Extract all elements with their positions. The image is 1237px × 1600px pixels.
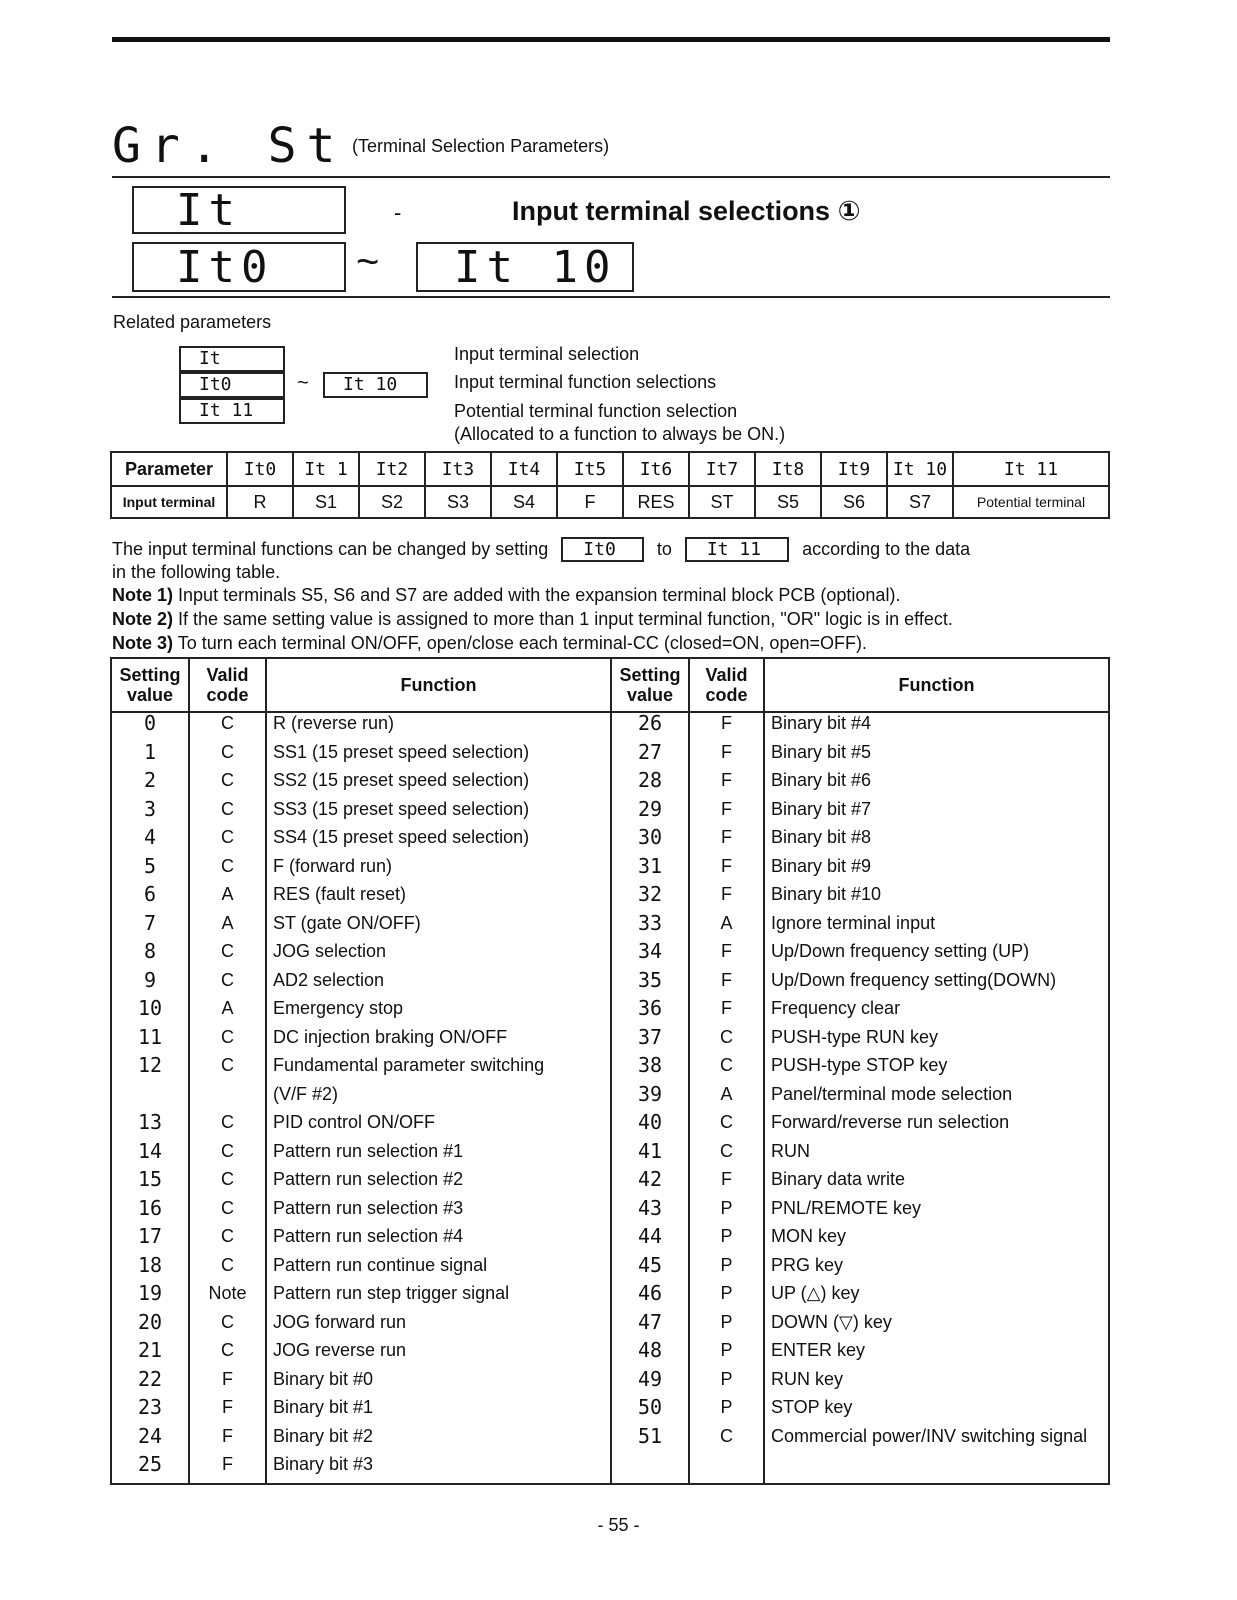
valid-code-cell: C [189, 1340, 266, 1369]
table-row [111, 1340, 1109, 1369]
valid-code-cell: C [189, 827, 266, 856]
valid-code-cell: P [689, 1283, 764, 1312]
function-cell: Commercial power/INV switching signal [764, 1426, 1109, 1455]
function-cell: SS2 (15 preset speed selection) [266, 770, 611, 799]
valid-code-cell: F [689, 941, 764, 970]
table-row [111, 1141, 1109, 1170]
valid-code-cell [689, 1454, 764, 1484]
param-cell: It2 [359, 452, 425, 486]
function-cell: PID control ON/OFF [266, 1112, 611, 1141]
valid-code-cell: C [689, 1027, 764, 1056]
function-cell: Binary bit #5 [764, 742, 1109, 771]
terminal-cell: S7 [887, 486, 953, 518]
range-end-box [416, 242, 634, 292]
setting-value-cell: 33 [611, 913, 689, 942]
related-desc-3: Potential terminal function selection [454, 401, 738, 421]
title-dash: - [394, 200, 402, 225]
valid-code-cell: C [189, 1055, 266, 1084]
param-row-label: Parameter [111, 452, 227, 486]
function-cell: RES (fault reset) [266, 884, 611, 913]
setting-value-cell: 46 [611, 1283, 689, 1312]
terminal-cell: S4 [491, 486, 557, 518]
terminal-row-label: Input terminal [111, 486, 227, 518]
related-code-box-2 [179, 372, 285, 398]
top-rule [112, 37, 1110, 42]
note-3-label: Note 3) [112, 633, 174, 653]
table-row [111, 1084, 1109, 1113]
function-cell: JOG forward run [266, 1312, 611, 1341]
setting-value-cell: 34 [611, 941, 689, 970]
valid-code-cell: C [189, 1226, 266, 1255]
related-code-3: It 11 [199, 400, 254, 421]
setting-value-cell: 21 [111, 1340, 189, 1369]
related-tilde: ~ [297, 372, 309, 394]
valid-code-cell: C [189, 770, 266, 799]
valid-code-cell: C [189, 970, 266, 999]
function-cell: R (reverse run) [266, 712, 611, 742]
setting-value-cell: 49 [611, 1369, 689, 1398]
param-cell: It5 [557, 452, 623, 486]
table-row [111, 941, 1109, 970]
setting-value-cell: 42 [611, 1169, 689, 1198]
function-cell: Binary bit #7 [764, 799, 1109, 828]
param-cell: It8 [755, 452, 821, 486]
header-setting-value-left: Setting value [111, 658, 189, 712]
note-1 [112, 585, 900, 606]
valid-code-cell: F [689, 712, 764, 742]
function-cell: Pattern run selection #1 [266, 1141, 611, 1170]
valid-code-cell: F [689, 770, 764, 799]
setting-value-cell: 12 [111, 1055, 189, 1084]
range-start-box [132, 242, 346, 292]
table-row [111, 884, 1109, 913]
intro-text-b: to [656, 539, 672, 559]
table-row [111, 1112, 1109, 1141]
valid-code-cell: C [189, 1112, 266, 1141]
terminal-cell: S6 [821, 486, 887, 518]
setting-value-cell: 8 [111, 941, 189, 970]
terminal-cell: S3 [425, 486, 491, 518]
function-cell: Binary bit #3 [266, 1454, 611, 1484]
terminal-cell: ST [689, 486, 755, 518]
related-desc-2: Input terminal function selections [454, 372, 717, 392]
valid-code-cell: F [689, 1169, 764, 1198]
setting-value-cell: 45 [611, 1255, 689, 1284]
valid-code-cell: A [189, 998, 266, 1027]
valid-code-cell: F [189, 1426, 266, 1455]
group-subtitle: (Terminal Selection Parameters) [352, 136, 610, 156]
valid-code-cell: A [689, 1084, 764, 1113]
setting-value-cell: 2 [111, 770, 189, 799]
setting-value-cell: 6 [111, 884, 189, 913]
setting-value-cell: 25 [111, 1454, 189, 1484]
setting-value-cell: 0 [111, 712, 189, 742]
function-cell: Binary bit #4 [764, 712, 1109, 742]
table-row [111, 998, 1109, 1027]
function-cell: DOWN (▽) key [764, 1312, 1109, 1341]
function-cell: Pattern run selection #3 [266, 1198, 611, 1227]
valid-code-cell: C [189, 742, 266, 771]
setting-value-cell: 44 [611, 1226, 689, 1255]
setting-value-cell: 20 [111, 1312, 189, 1341]
table-row [111, 1198, 1109, 1227]
related-range-end: It 10 [343, 374, 398, 395]
setting-value-cell [611, 1454, 689, 1484]
valid-code-cell: C [189, 712, 266, 742]
setting-value-cell: 5 [111, 856, 189, 885]
setting-value-cell: 37 [611, 1027, 689, 1056]
table-row [111, 712, 1109, 742]
range-end-code: It 10 [454, 241, 617, 293]
setting-value-cell: 24 [111, 1426, 189, 1455]
setting-value-cell: 35 [611, 970, 689, 999]
header-function-left: Function [266, 658, 611, 712]
related-desc-1: Input terminal selection [454, 344, 640, 364]
function-cell: PNL/REMOTE key [764, 1198, 1109, 1227]
setting-value-cell: 4 [111, 827, 189, 856]
setting-value-cell: 18 [111, 1255, 189, 1284]
header-setting-value-right: Setting value [611, 658, 689, 712]
setting-value-cell: 28 [611, 770, 689, 799]
table-row [111, 827, 1109, 856]
valid-code-cell: F [189, 1369, 266, 1398]
function-cell: Pattern run continue signal [266, 1255, 611, 1284]
setting-value-cell: 32 [611, 884, 689, 913]
param-cell: It9 [821, 452, 887, 486]
param-cell: It0 [227, 452, 293, 486]
function-cell: JOG selection [266, 941, 611, 970]
intro-line-1 [112, 537, 1112, 562]
setting-value-cell: 48 [611, 1340, 689, 1369]
function-cell: Up/Down frequency setting (UP) [764, 941, 1109, 970]
table-row [111, 1226, 1109, 1255]
setting-value-cell: 10 [111, 998, 189, 1027]
terminal-cell: S1 [293, 486, 359, 518]
valid-code-cell: P [689, 1255, 764, 1284]
table-row [111, 799, 1109, 828]
intro-box-2: It 11 [685, 537, 789, 562]
function-cell: Pattern run step trigger signal [266, 1283, 611, 1312]
note-3-text: To turn each terminal ON/OFF, open/close each terminal-CC (closed=ON, open=OFF). [177, 633, 867, 653]
function-cell [764, 1454, 1109, 1484]
setting-value-cell: 41 [611, 1141, 689, 1170]
valid-code-cell: F [689, 827, 764, 856]
setting-value-cell: 7 [111, 913, 189, 942]
setting-value-cell: 9 [111, 970, 189, 999]
setting-value-cell: 23 [111, 1397, 189, 1426]
note-1-label: Note 1) [112, 585, 174, 605]
terminal-cell: S2 [359, 486, 425, 518]
setting-value-cell: 22 [111, 1369, 189, 1398]
note-2 [112, 609, 953, 630]
function-cell: Fundamental parameter switching [266, 1055, 611, 1084]
param-cell: It 10 [887, 452, 953, 486]
table-row [111, 1169, 1109, 1198]
table-row [111, 1312, 1109, 1341]
valid-code-cell: P [689, 1397, 764, 1426]
function-cell: Frequency clear [764, 998, 1109, 1027]
setting-value-cell: 3 [111, 799, 189, 828]
terminal-cell: R [227, 486, 293, 518]
function-cell: PUSH-type RUN key [764, 1027, 1109, 1056]
table-row [111, 970, 1109, 999]
related-code-2: It0 [199, 374, 232, 395]
valid-code-cell: F [689, 970, 764, 999]
function-cell: Forward/reverse run selection [764, 1112, 1109, 1141]
function-cell: Binary bit #2 [266, 1426, 611, 1455]
param-code-box [132, 186, 346, 234]
param-code: It [176, 184, 241, 236]
valid-code-cell: Note [189, 1283, 266, 1312]
function-cell: Binary bit #9 [764, 856, 1109, 885]
intro-text-a: The input terminal functions can be changed by setting [112, 539, 549, 559]
function-cell: SS1 (15 preset speed selection) [266, 742, 611, 771]
valid-code-cell: C [689, 1055, 764, 1084]
function-cell: Ignore terminal input [764, 913, 1109, 942]
valid-code-cell: P [689, 1369, 764, 1398]
setting-value-cell: 16 [111, 1198, 189, 1227]
table-row [111, 1027, 1109, 1056]
valid-code-cell: C [689, 1426, 764, 1455]
function-cell: PUSH-type STOP key [764, 1055, 1109, 1084]
header-valid-code-right: Valid code [689, 658, 764, 712]
valid-code-cell: F [689, 799, 764, 828]
note-1-text: Input terminals S5, S6 and S7 are added with the expansion terminal block PCB (optional). [178, 585, 901, 605]
function-table [110, 657, 1110, 1485]
related-code-1: It [199, 348, 221, 369]
function-cell: JOG reverse run [266, 1340, 611, 1369]
note-2-text: If the same setting value is assigned to more than 1 input terminal function, "OR" logic is in effect. [178, 609, 953, 629]
function-cell: Binary bit #10 [764, 884, 1109, 913]
related-desc-4: (Allocated to a function to always be ON.) [454, 424, 786, 444]
valid-code-cell: F [689, 742, 764, 771]
valid-code-cell: P [689, 1340, 764, 1369]
function-cell: ENTER key [764, 1340, 1109, 1369]
valid-code-cell: C [189, 1169, 266, 1198]
table-row [111, 1454, 1109, 1484]
setting-value-cell: 31 [611, 856, 689, 885]
setting-value-cell: 51 [611, 1426, 689, 1455]
table-row [111, 913, 1109, 942]
table-row [111, 1426, 1109, 1455]
function-cell: Emergency stop [266, 998, 611, 1027]
function-table-body [111, 712, 1109, 1484]
valid-code-cell: F [689, 856, 764, 885]
valid-code-cell: P [689, 1312, 764, 1341]
function-cell: Up/Down frequency setting(DOWN) [764, 970, 1109, 999]
terminal-cell: F [557, 486, 623, 518]
header-rule-bottom [112, 296, 1110, 298]
setting-value-cell: 26 [611, 712, 689, 742]
function-cell: PRG key [764, 1255, 1109, 1284]
valid-code-cell [189, 1084, 266, 1113]
valid-code-cell: C [189, 1255, 266, 1284]
page-number: - 55 - [597, 1515, 640, 1535]
table-row [111, 856, 1109, 885]
valid-code-cell: C [189, 1198, 266, 1227]
valid-code-cell: F [689, 884, 764, 913]
valid-code-cell: C [189, 799, 266, 828]
setting-value-cell: 43 [611, 1198, 689, 1227]
related-label: Related parameters [113, 312, 272, 332]
intro-text-c: according to the data [802, 539, 971, 559]
setting-value-cell: 15 [111, 1169, 189, 1198]
setting-value-cell: 19 [111, 1283, 189, 1312]
note-2-label: Note 2) [112, 609, 174, 629]
note-3 [112, 633, 867, 654]
function-cell: F (forward run) [266, 856, 611, 885]
valid-code-cell: A [189, 913, 266, 942]
valid-code-cell: C [189, 1141, 266, 1170]
setting-value-cell: 14 [111, 1141, 189, 1170]
valid-code-cell: C [689, 1112, 764, 1141]
setting-value-cell: 38 [611, 1055, 689, 1084]
terminal-cell: S5 [755, 486, 821, 518]
table-row [111, 1283, 1109, 1312]
function-cell: ST (gate ON/OFF) [266, 913, 611, 942]
intro-line-2: in the following table. [112, 562, 281, 582]
table-row [111, 1397, 1109, 1426]
setting-value-cell: 17 [111, 1226, 189, 1255]
intro-box-1: It0 [561, 537, 644, 562]
function-cell: Pattern run selection #4 [266, 1226, 611, 1255]
setting-value-cell: 40 [611, 1112, 689, 1141]
setting-value-cell: 27 [611, 742, 689, 771]
table-row [111, 1255, 1109, 1284]
header-function-right: Function [764, 658, 1109, 712]
param-cell: It6 [623, 452, 689, 486]
setting-value-cell: 11 [111, 1027, 189, 1056]
param-cell: It4 [491, 452, 557, 486]
parameter-table [110, 451, 1110, 519]
function-cell: SS4 (15 preset speed selection) [266, 827, 611, 856]
related-code-box-3 [179, 398, 285, 424]
function-cell: DC injection braking ON/OFF [266, 1027, 611, 1056]
param-cell: It7 [689, 452, 755, 486]
setting-value-cell: 36 [611, 998, 689, 1027]
function-cell: Binary bit #8 [764, 827, 1109, 856]
group-code: Gr. St [112, 118, 346, 174]
table-row [111, 770, 1109, 799]
valid-code-cell: A [689, 913, 764, 942]
setting-value-cell: 29 [611, 799, 689, 828]
valid-code-cell: A [189, 884, 266, 913]
valid-code-cell: F [189, 1454, 266, 1484]
function-cell: MON key [764, 1226, 1109, 1255]
setting-value-cell [111, 1084, 189, 1113]
function-cell: STOP key [764, 1397, 1109, 1426]
header-rule-top [112, 176, 1110, 178]
table-row [111, 1055, 1109, 1084]
param-cell: It 1 [293, 452, 359, 486]
function-cell: Panel/terminal mode selection [764, 1084, 1109, 1113]
function-cell: UP (△) key [764, 1283, 1109, 1312]
function-cell: Binary bit #1 [266, 1397, 611, 1426]
function-cell: Binary bit #6 [764, 770, 1109, 799]
related-code-box-1 [179, 346, 285, 372]
table-row [111, 1369, 1109, 1398]
table-row [111, 742, 1109, 771]
function-cell: RUN [764, 1141, 1109, 1170]
function-cell: Pattern run selection #2 [266, 1169, 611, 1198]
setting-value-cell: 30 [611, 827, 689, 856]
related-range-end-box [323, 372, 428, 398]
range-start-code: It0 [176, 241, 274, 293]
function-cell: AD2 selection [266, 970, 611, 999]
setting-value-cell: 50 [611, 1397, 689, 1426]
valid-code-cell: F [689, 998, 764, 1027]
param-cell: It 11 [953, 452, 1109, 486]
valid-code-cell: C [189, 1027, 266, 1056]
setting-value-cell: 1 [111, 742, 189, 771]
header-valid-code-left: Valid code [189, 658, 266, 712]
function-cell: (V/F #2) [266, 1084, 611, 1113]
function-cell: Binary data write [764, 1169, 1109, 1198]
valid-code-cell: C [689, 1141, 764, 1170]
setting-value-cell: 39 [611, 1084, 689, 1113]
terminal-cell: Potential terminal [953, 486, 1109, 518]
setting-value-cell: 13 [111, 1112, 189, 1141]
valid-code-cell: C [189, 941, 266, 970]
setting-value-cell: 47 [611, 1312, 689, 1341]
valid-code-cell: C [189, 1312, 266, 1341]
valid-code-cell: P [689, 1198, 764, 1227]
valid-code-cell: P [689, 1226, 764, 1255]
valid-code-cell: C [189, 856, 266, 885]
valid-code-cell: F [189, 1397, 266, 1426]
terminal-cell: RES [623, 486, 689, 518]
range-tilde: ~ [356, 240, 380, 284]
param-cell: It3 [425, 452, 491, 486]
function-cell: SS3 (15 preset speed selection) [266, 799, 611, 828]
function-cell: Binary bit #0 [266, 1369, 611, 1398]
page-title: Input terminal selections ① [512, 196, 861, 226]
function-cell: RUN key [764, 1369, 1109, 1398]
